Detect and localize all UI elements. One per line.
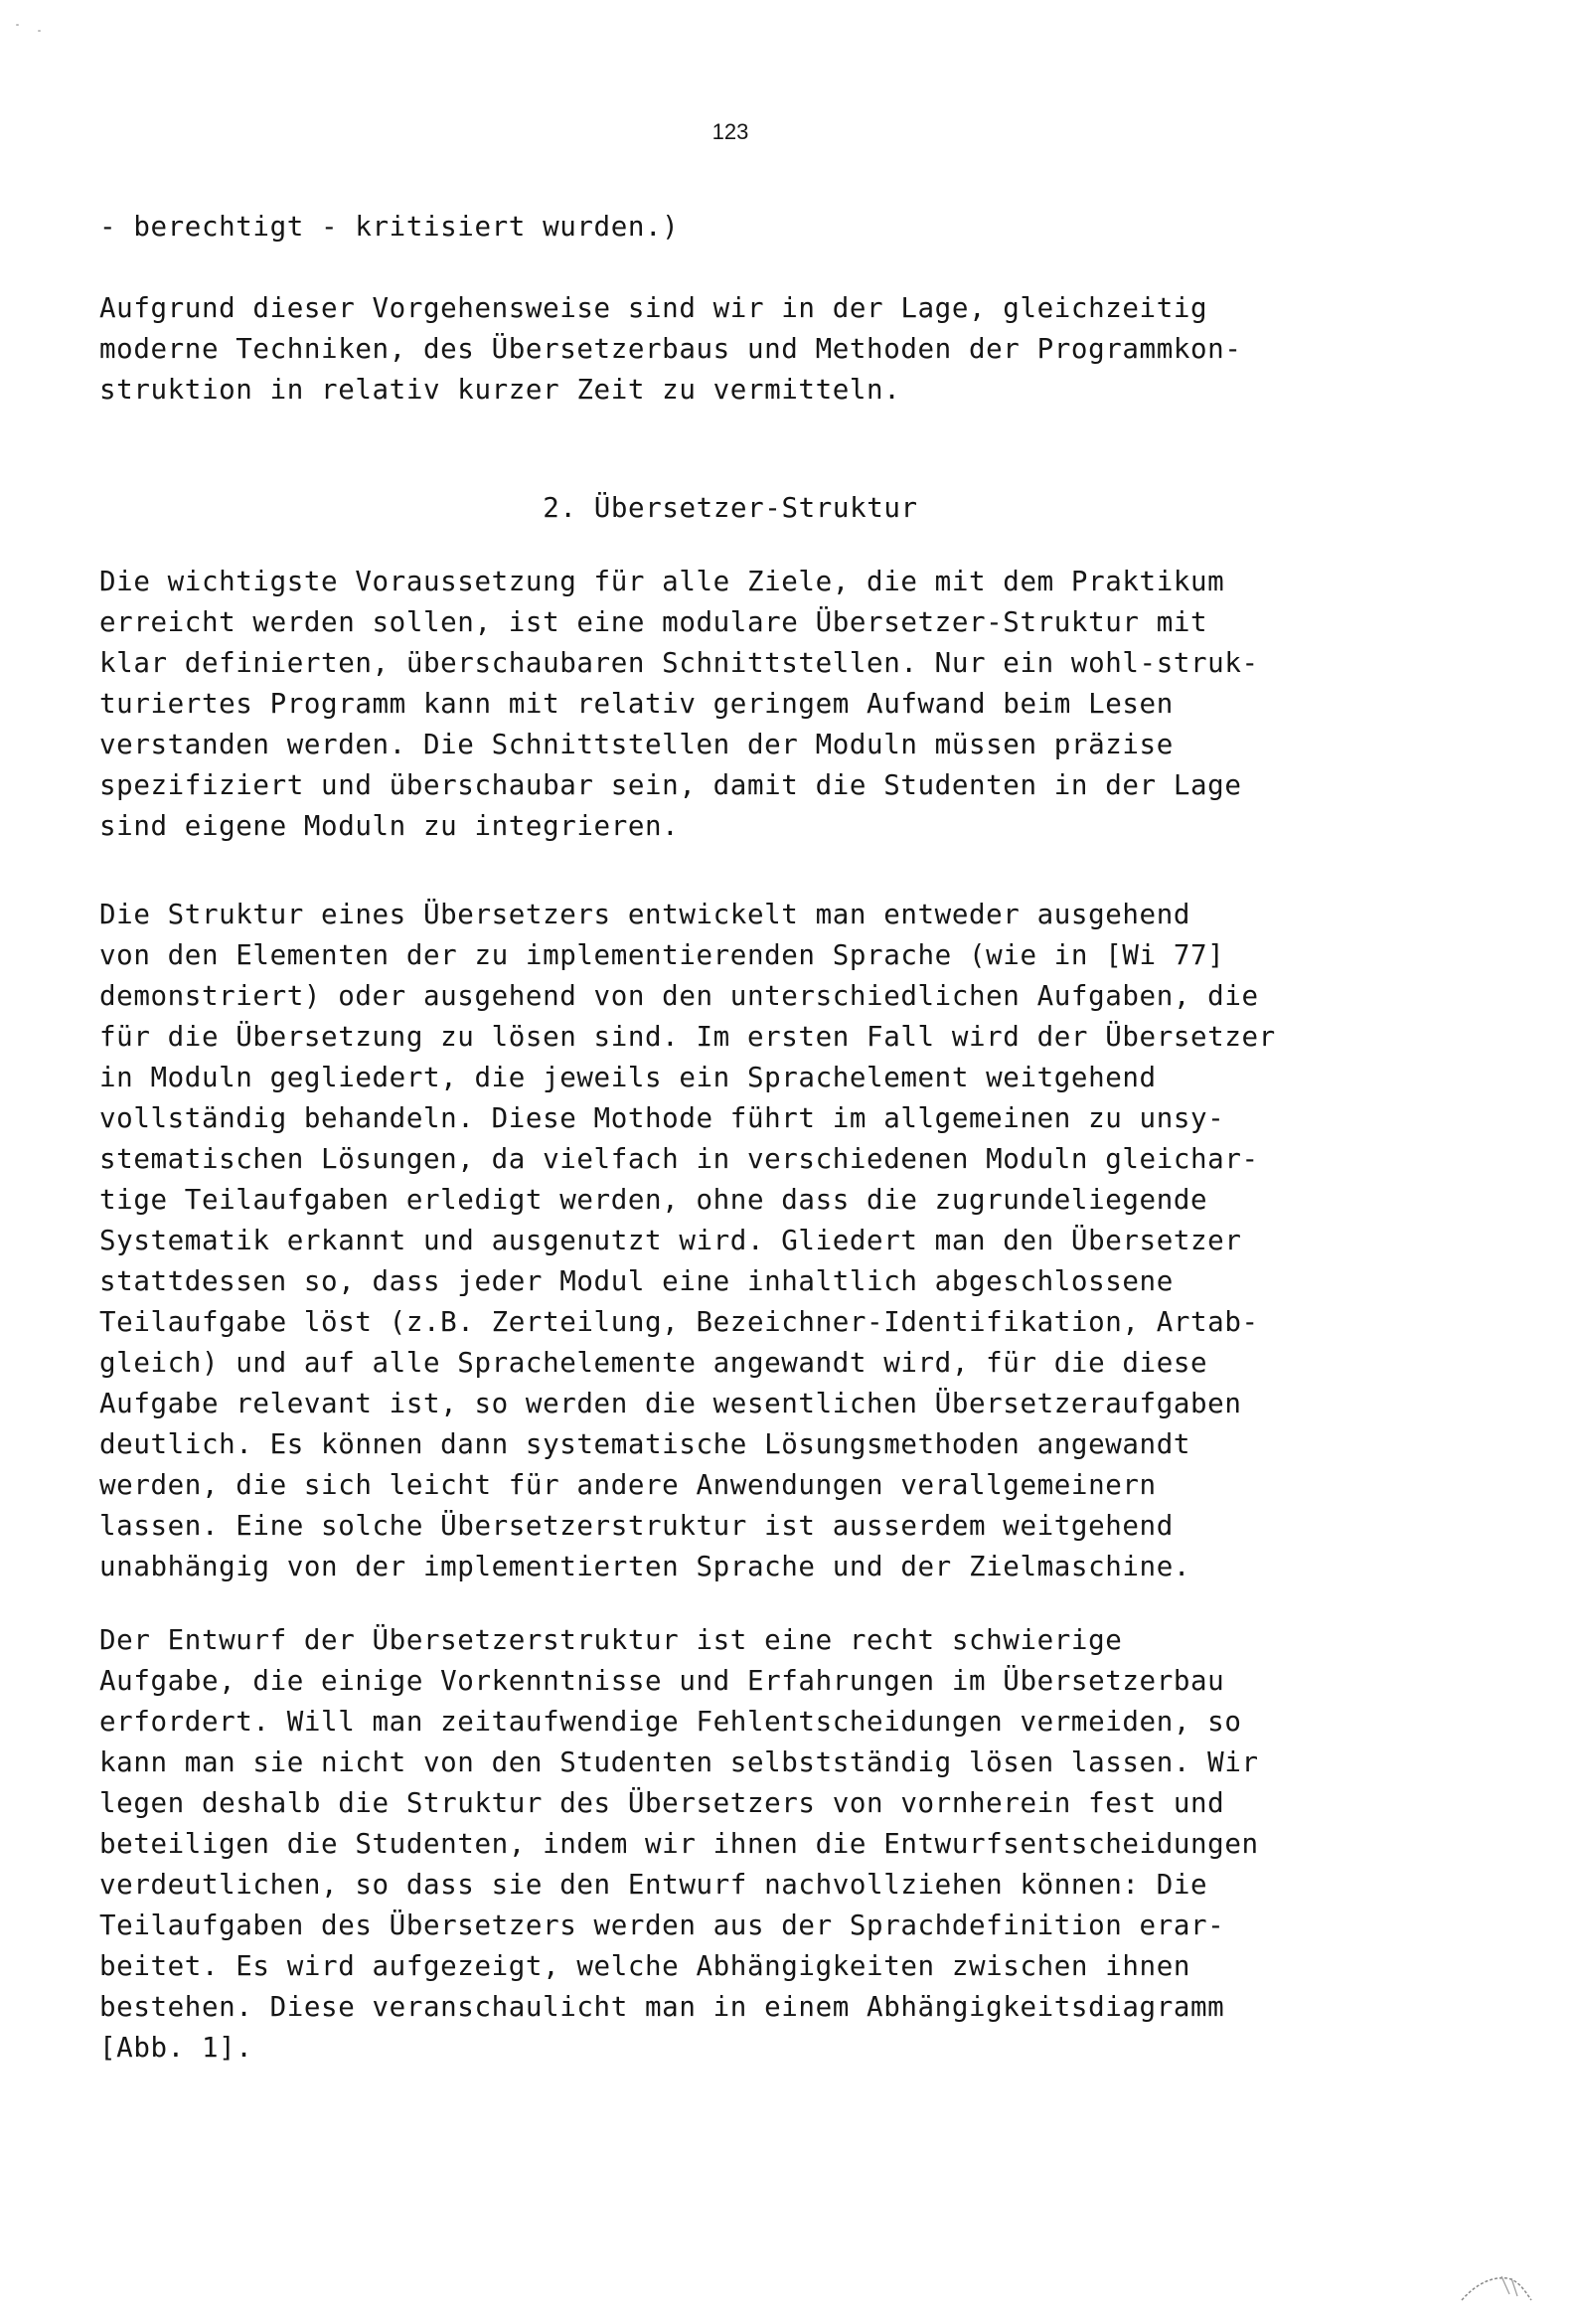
text-line: Teilaufgabe löst (z.B. Zerteilung, Bezeichner-Identifikation, Artab- bbox=[99, 1306, 1259, 1338]
scan-artifact-mark bbox=[1458, 2270, 1537, 2304]
text-line: Der Entwurf der Übersetzerstruktur ist eine recht schwierige bbox=[99, 1624, 1123, 1656]
text-line: Teilaufgaben des Übersetzers werden aus der Sprachdefinition erar- bbox=[99, 1909, 1225, 1941]
text-line: verstanden werden. Die Schnittstellen der Moduln müssen präzise bbox=[99, 729, 1174, 760]
text-line: beitet. Es wird aufgezeigt, welche Abhängigkeiten zwischen ihnen bbox=[99, 1950, 1191, 1982]
text-line: [Abb. 1]. bbox=[99, 2032, 253, 2064]
text-line: turiertes Programm kann mit relativ geringem Aufwand beim Lesen bbox=[99, 688, 1174, 720]
text-line: für die Übersetzung zu lösen sind. Im ersten Fall wird der Übersetzer bbox=[99, 1021, 1276, 1053]
text-line: erreicht werden sollen, ist eine modulare Übersetzer-Struktur mit bbox=[99, 606, 1208, 638]
text-line: lassen. Eine solche Übersetzerstruktur ist ausserdem weitgehend bbox=[99, 1510, 1174, 1542]
text-line: beteiligen die Studenten, indem wir ihnen die Entwurfsentscheidungen bbox=[99, 1828, 1259, 1860]
text-line: legen deshalb die Struktur des Übersetzers von vornherein fest und bbox=[99, 1787, 1225, 1819]
text-line: Die Struktur eines Übersetzers entwickelt man entweder ausgehend bbox=[99, 899, 1191, 930]
text-line: verdeutlichen, so dass sie den Entwurf nachvollziehen können: Die bbox=[99, 1869, 1208, 1901]
text-line: - berechtigt - kritisiert wurden.) bbox=[99, 211, 680, 243]
text-line: deutlich. Es können dann systematische Lösungsmethoden angewandt bbox=[99, 1428, 1191, 1460]
text-line: struktion in relativ kurzer Zeit zu vermitteln. bbox=[99, 374, 901, 406]
section-heading: 2. Übersetzer-Struktur bbox=[543, 492, 918, 524]
text-line: von den Elementen der zu implementierenden Sprache (wie in [Wi 77] bbox=[99, 939, 1225, 971]
text-line: vollständig behandeln. Diese Mothode führt im allgemeinen zu unsy- bbox=[99, 1102, 1225, 1134]
paragraph-1 bbox=[99, 288, 1361, 411]
text-line: unabhängig von der implementierten Sprache und der Zielmaschine. bbox=[99, 1551, 1191, 1582]
text-line: erfordert. Will man zeitaufwendige Fehlentscheidungen vermeiden, so bbox=[99, 1706, 1242, 1738]
paragraph-4 bbox=[99, 1620, 1361, 2069]
text-line: demonstriert) oder ausgehend von den unterschiedlichen Aufgaben, die bbox=[99, 980, 1259, 1012]
page-number: 123 bbox=[711, 119, 749, 144]
text-line: kann man sie nicht von den Studenten selbstständig lösen lassen. Wir bbox=[99, 1746, 1259, 1778]
text-line: bestehen. Diese veranschaulicht man in einem Abhängigkeitsdiagramm bbox=[99, 1991, 1225, 2023]
scan-speck bbox=[38, 30, 41, 32]
text-line: klar definierten, überschaubaren Schnittstellen. Nur ein wohl-struk- bbox=[99, 647, 1259, 679]
text-line: sind eigene Moduln zu integrieren. bbox=[99, 810, 680, 842]
text-line: stattdessen so, dass jeder Modul eine inhaltlich abgeschlossene bbox=[99, 1265, 1174, 1297]
scan-speck bbox=[16, 24, 19, 26]
intro-block bbox=[99, 207, 1361, 248]
text-line: Aufgrund dieser Vorgehensweise sind wir in der Lage, gleichzeitig bbox=[99, 292, 1208, 324]
text-line: moderne Techniken, des Übersetzerbaus und Methoden der Programmkon- bbox=[99, 333, 1242, 365]
paragraph-2 bbox=[99, 562, 1361, 847]
text-line: tige Teilaufgaben erledigt werden, ohne dass die zugrundeliegende bbox=[99, 1184, 1208, 1216]
text-line: Aufgabe relevant ist, so werden die wesentlichen Übersetzeraufgaben bbox=[99, 1388, 1242, 1419]
text-line: stematischen Lösungen, da vielfach in verschiedenen Moduln gleichar- bbox=[99, 1143, 1259, 1175]
text-line: Die wichtigste Voraussetzung für alle Ziele, die mit dem Praktikum bbox=[99, 566, 1225, 597]
text-line: gleich) und auf alle Sprachelemente angewandt wird, für die diese bbox=[99, 1347, 1208, 1379]
text-line: werden, die sich leicht für andere Anwendungen verallgemeinern bbox=[99, 1469, 1157, 1501]
text-line: spezifiziert und überschaubar sein, damit die Studenten in der Lage bbox=[99, 769, 1242, 801]
text-line: in Moduln gegliedert, die jeweils ein Sprachelement weitgehend bbox=[99, 1062, 1157, 1093]
text-line: Aufgabe, die einige Vorkenntnisse und Erfahrungen im Übersetzerbau bbox=[99, 1665, 1225, 1697]
paragraph-3 bbox=[99, 895, 1361, 1587]
text-line: Systematik erkannt und ausgenutzt wird. Gliedert man den Übersetzer bbox=[99, 1225, 1242, 1256]
